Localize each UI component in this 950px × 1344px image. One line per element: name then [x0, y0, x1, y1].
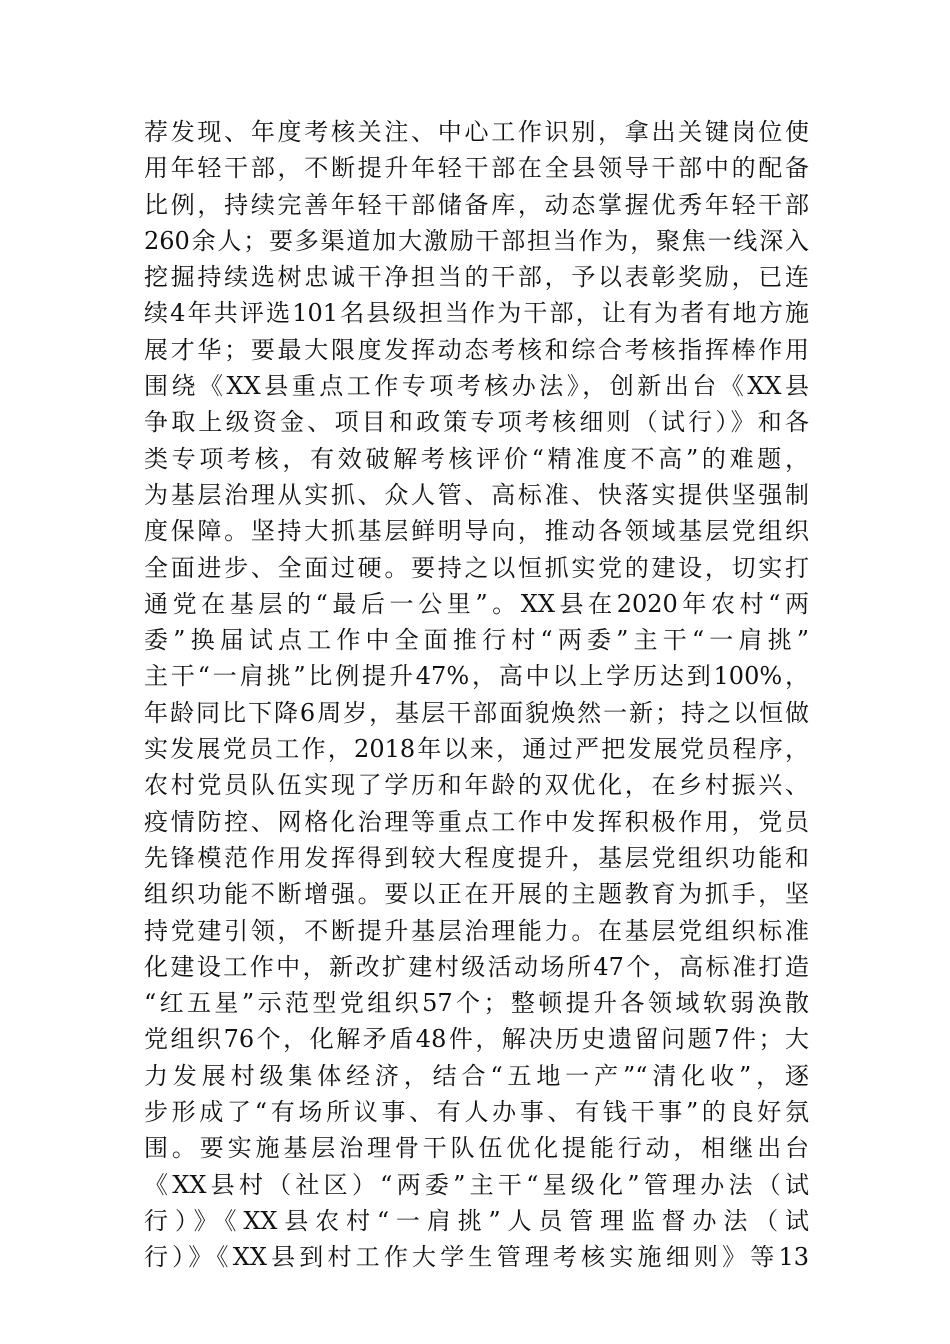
- text-line: 全面进步、全面过硬。要持之以恒抓实党的建设，切实打: [144, 553, 809, 582]
- text-line: 通党在基层的“最后一公里”。XX县在2020年农村“两: [144, 589, 809, 618]
- body-paragraph: [144, 114, 809, 1276]
- text-line: 为基层治理从实抓、众人管、高标准、快落实提供坚强制: [144, 480, 809, 509]
- text-line: 党组织76个，化解矛盾48件，解决历史遗留问题7件；大: [144, 1025, 809, 1054]
- text-line: 争取上级资金、项目和政策专项考核细则（试行）》和各: [144, 408, 809, 437]
- text-line: 行）》《XX县农村“一肩挑”人员管理监督办法（试: [144, 1206, 809, 1235]
- text-line: 组织功能不断增强。要以正在开展的主题教育为抓手，坚: [144, 880, 809, 909]
- text-line: 类专项考核，有效破解考核评价“精准度不高”的难题，: [144, 444, 809, 473]
- text-line: 围。要实施基层治理骨干队伍优化提能行动，相继出台: [144, 1134, 809, 1163]
- text-line: “红五星”示范型党组织57个；整顿提升各领域软弱涣散: [144, 989, 809, 1018]
- text-line: 《XX县村（社区）“两委”主干“星级化”管理办法（试: [144, 1170, 809, 1199]
- text-line: 年龄同比下降6周岁，基层干部面貌焕然一新；持之以恒做: [144, 698, 809, 727]
- text-line: 委”换届试点工作中全面推行村“两委”主干“一肩挑”: [144, 626, 809, 655]
- text-line: 荐发现、年度考核关注、中心工作识别，拿出关键岗位使: [144, 118, 809, 146]
- text-line: 主干“一肩挑”比例提升47%，高中以上学历达到100%，: [144, 662, 809, 691]
- text-line: 实发展党员工作，2018年以来，通过严把发展党员程序，: [144, 735, 809, 764]
- text-line: 行）》《XX县到村工作大学生管理考核实施细则》等13: [144, 1243, 809, 1272]
- text-line: 化建设工作中，新改扩建村级活动场所47个，高标准打造: [144, 952, 809, 981]
- text-line: 疫情防控、网格化治理等重点工作中发挥积极作用，党员: [144, 807, 809, 836]
- text-line: 持党建引领，不断提升基层治理能力。在基层党组织标准: [144, 916, 809, 945]
- text-line: 步形成了“有场所议事、有人办事、有钱干事”的良好氛: [144, 1098, 809, 1127]
- text-line: 比例，持续完善年轻干部储备库，动态掌握优秀年轻干部: [144, 190, 809, 219]
- text-line: 度保障。坚持大抓基层鲜明导向，推动各领域基层党组织: [144, 517, 809, 546]
- text-line: 展才华；要最大限度发挥动态考核和综合考核指挥棒作用: [144, 335, 809, 364]
- text-line: 挖掘持续选树忠诚干净担当的干部，予以表彰奖励，已连: [144, 263, 809, 292]
- text-line: 续4年共评选101名县级担当作为干部，让有为者有地方施: [144, 299, 809, 328]
- text-line: 用年轻干部，不断提升年轻干部在全县领导干部中的配备: [144, 154, 809, 183]
- text-line: 260余人；要多渠道加大激励干部担当作为，聚焦一线深入: [144, 226, 809, 255]
- text-line: 先锋模范作用发挥得到较大程度提升，基层党组织功能和: [144, 843, 809, 872]
- text-line: 围绕《XX县重点工作专项考核办法》，创新出台《XX县: [144, 372, 809, 401]
- text-line: 力发展村级集体经济，结合“五地一产”“清化收”，逐: [144, 1061, 809, 1090]
- text-line: 农村党员队伍实现了学历和年龄的双优化，在乡村振兴、: [144, 771, 809, 800]
